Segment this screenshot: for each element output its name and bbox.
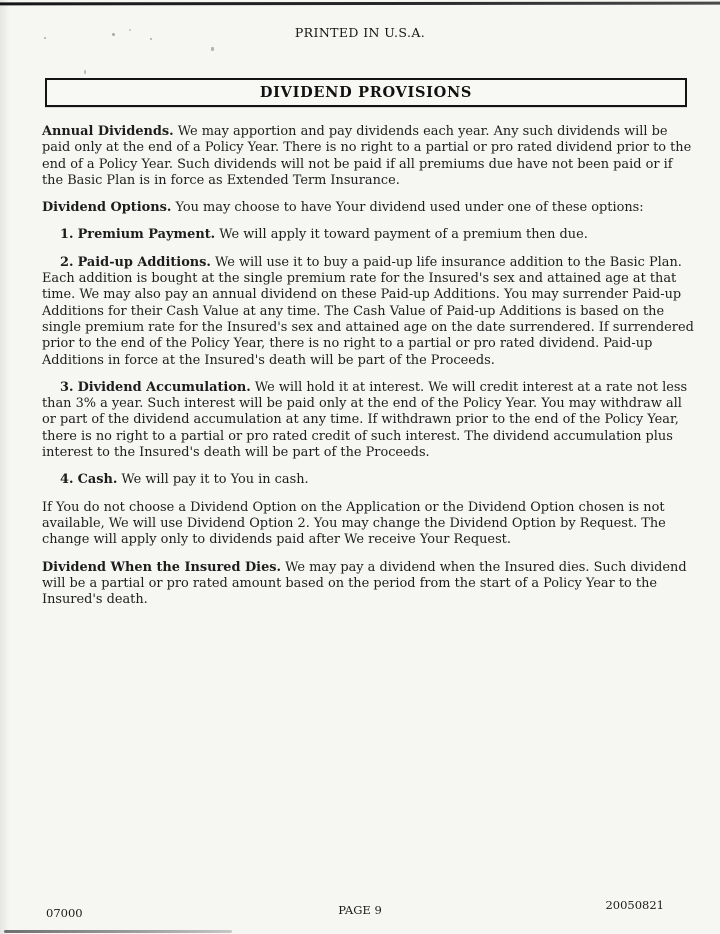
paragraph-lead: Annual Dividends. xyxy=(42,124,174,139)
list-item-number: 3. xyxy=(60,379,74,395)
page-footer xyxy=(0,894,720,934)
paragraph-text: We may pay a dividend when the Insured dies. Such dividend will be a partial or pro rated amount based on the period from the start of a Policy Year to the Insured's death. xyxy=(42,559,687,608)
document-body xyxy=(42,124,696,619)
scan-speckle xyxy=(211,47,214,51)
paragraph-lead: Dividend When the Insured Dies. xyxy=(42,559,282,575)
list-item-lead: Premium Payment. xyxy=(77,227,216,243)
section-title: DIVIDEND PROVISIONS xyxy=(259,84,473,101)
list-item-paid-up-additions xyxy=(42,255,696,369)
list-item-text: We will use it to buy a paid-up life insurance addition to the Basic Plan. Each addition is bought at the single premium rate for the Insured's sex and attained age at that time. We may also pay an annual dividend on these Paid-up Additions. You may surrender Paid-up Additions for their Cash Value at any time. The Cash Value of Paid-up Additions is based on the single premium rate for the Insured's sex and attained age on the date surrendered. If surrendered prior to the end of the Policy Year, there is no right to a partial or pro rated dividend. Paid-up Additions in force at the Insured's death will be part of the Proceeds. xyxy=(42,254,694,368)
scan-speckle xyxy=(84,70,86,74)
footer-page-number: PAGE 9 xyxy=(338,903,382,917)
list-item-number: 4. xyxy=(60,472,74,488)
list-item-cash xyxy=(42,472,696,488)
paragraph-lead: Dividend Options. xyxy=(42,200,172,216)
paragraph-text: We may apportion and pay dividends each year. Any such dividends will be paid only at the end of a Policy Year. There is no right to a partial or pro rated dividend prior to the end of a Policy Year. Such dividends will not be paid if all premiums due have not been paid or if the Basic Plan is in force as Extended Term Insurance. xyxy=(42,124,692,188)
paragraph-annual-dividends xyxy=(42,124,696,189)
list-item-number: 2. xyxy=(60,254,74,270)
printed-in-usa-label: PRINTED IN U.S.A. xyxy=(294,25,426,40)
paragraph-text: You may choose to have Your dividend used under one of these options: xyxy=(175,200,644,216)
list-item-lead: Dividend Accumulation. xyxy=(77,379,251,395)
paragraph-default-option xyxy=(42,500,696,549)
footer-form-number: 07000 xyxy=(46,906,83,920)
section-title-box xyxy=(45,78,687,107)
list-item-text: We will hold it at interest. We will credit interest at a rate not less than 3% a year. Such interest will be paid only at the end of the Policy Year. You may withdraw all or part of the dividend accumulation at any time. If withdrawn prior to the end of the Policy Year, there is no right to a partial or pro rated credit of such interest. The dividend accumulation plus interest to the Insured's death will be part of the Proceeds. xyxy=(42,379,688,461)
list-item-lead: Cash. xyxy=(77,472,118,488)
paragraph-dividend-options xyxy=(42,200,696,216)
paragraph-text: If You do not choose a Dividend Option on the Application or the Dividend Option chosen is not available, We will use Dividend Option 2. You may change the Dividend Option by Request. The change will apply only to dividends paid after We receive Your Request. xyxy=(42,499,666,548)
paragraph-dividend-when-insured-dies xyxy=(42,560,696,609)
list-item-premium-payment xyxy=(42,227,696,243)
list-item-text: We will pay it to You in cash. xyxy=(121,472,309,488)
list-item-dividend-accumulation xyxy=(42,380,696,461)
footer-date-code: 20050821 xyxy=(605,898,664,912)
list-item-text: We will apply it toward payment of a premium then due. xyxy=(219,227,588,243)
list-item-number: 1. xyxy=(60,227,74,243)
scan-artifact-bottom-bar xyxy=(4,930,232,933)
list-item-lead: Paid-up Additions. xyxy=(77,254,211,270)
scan-artifact-top-line xyxy=(0,2,720,6)
